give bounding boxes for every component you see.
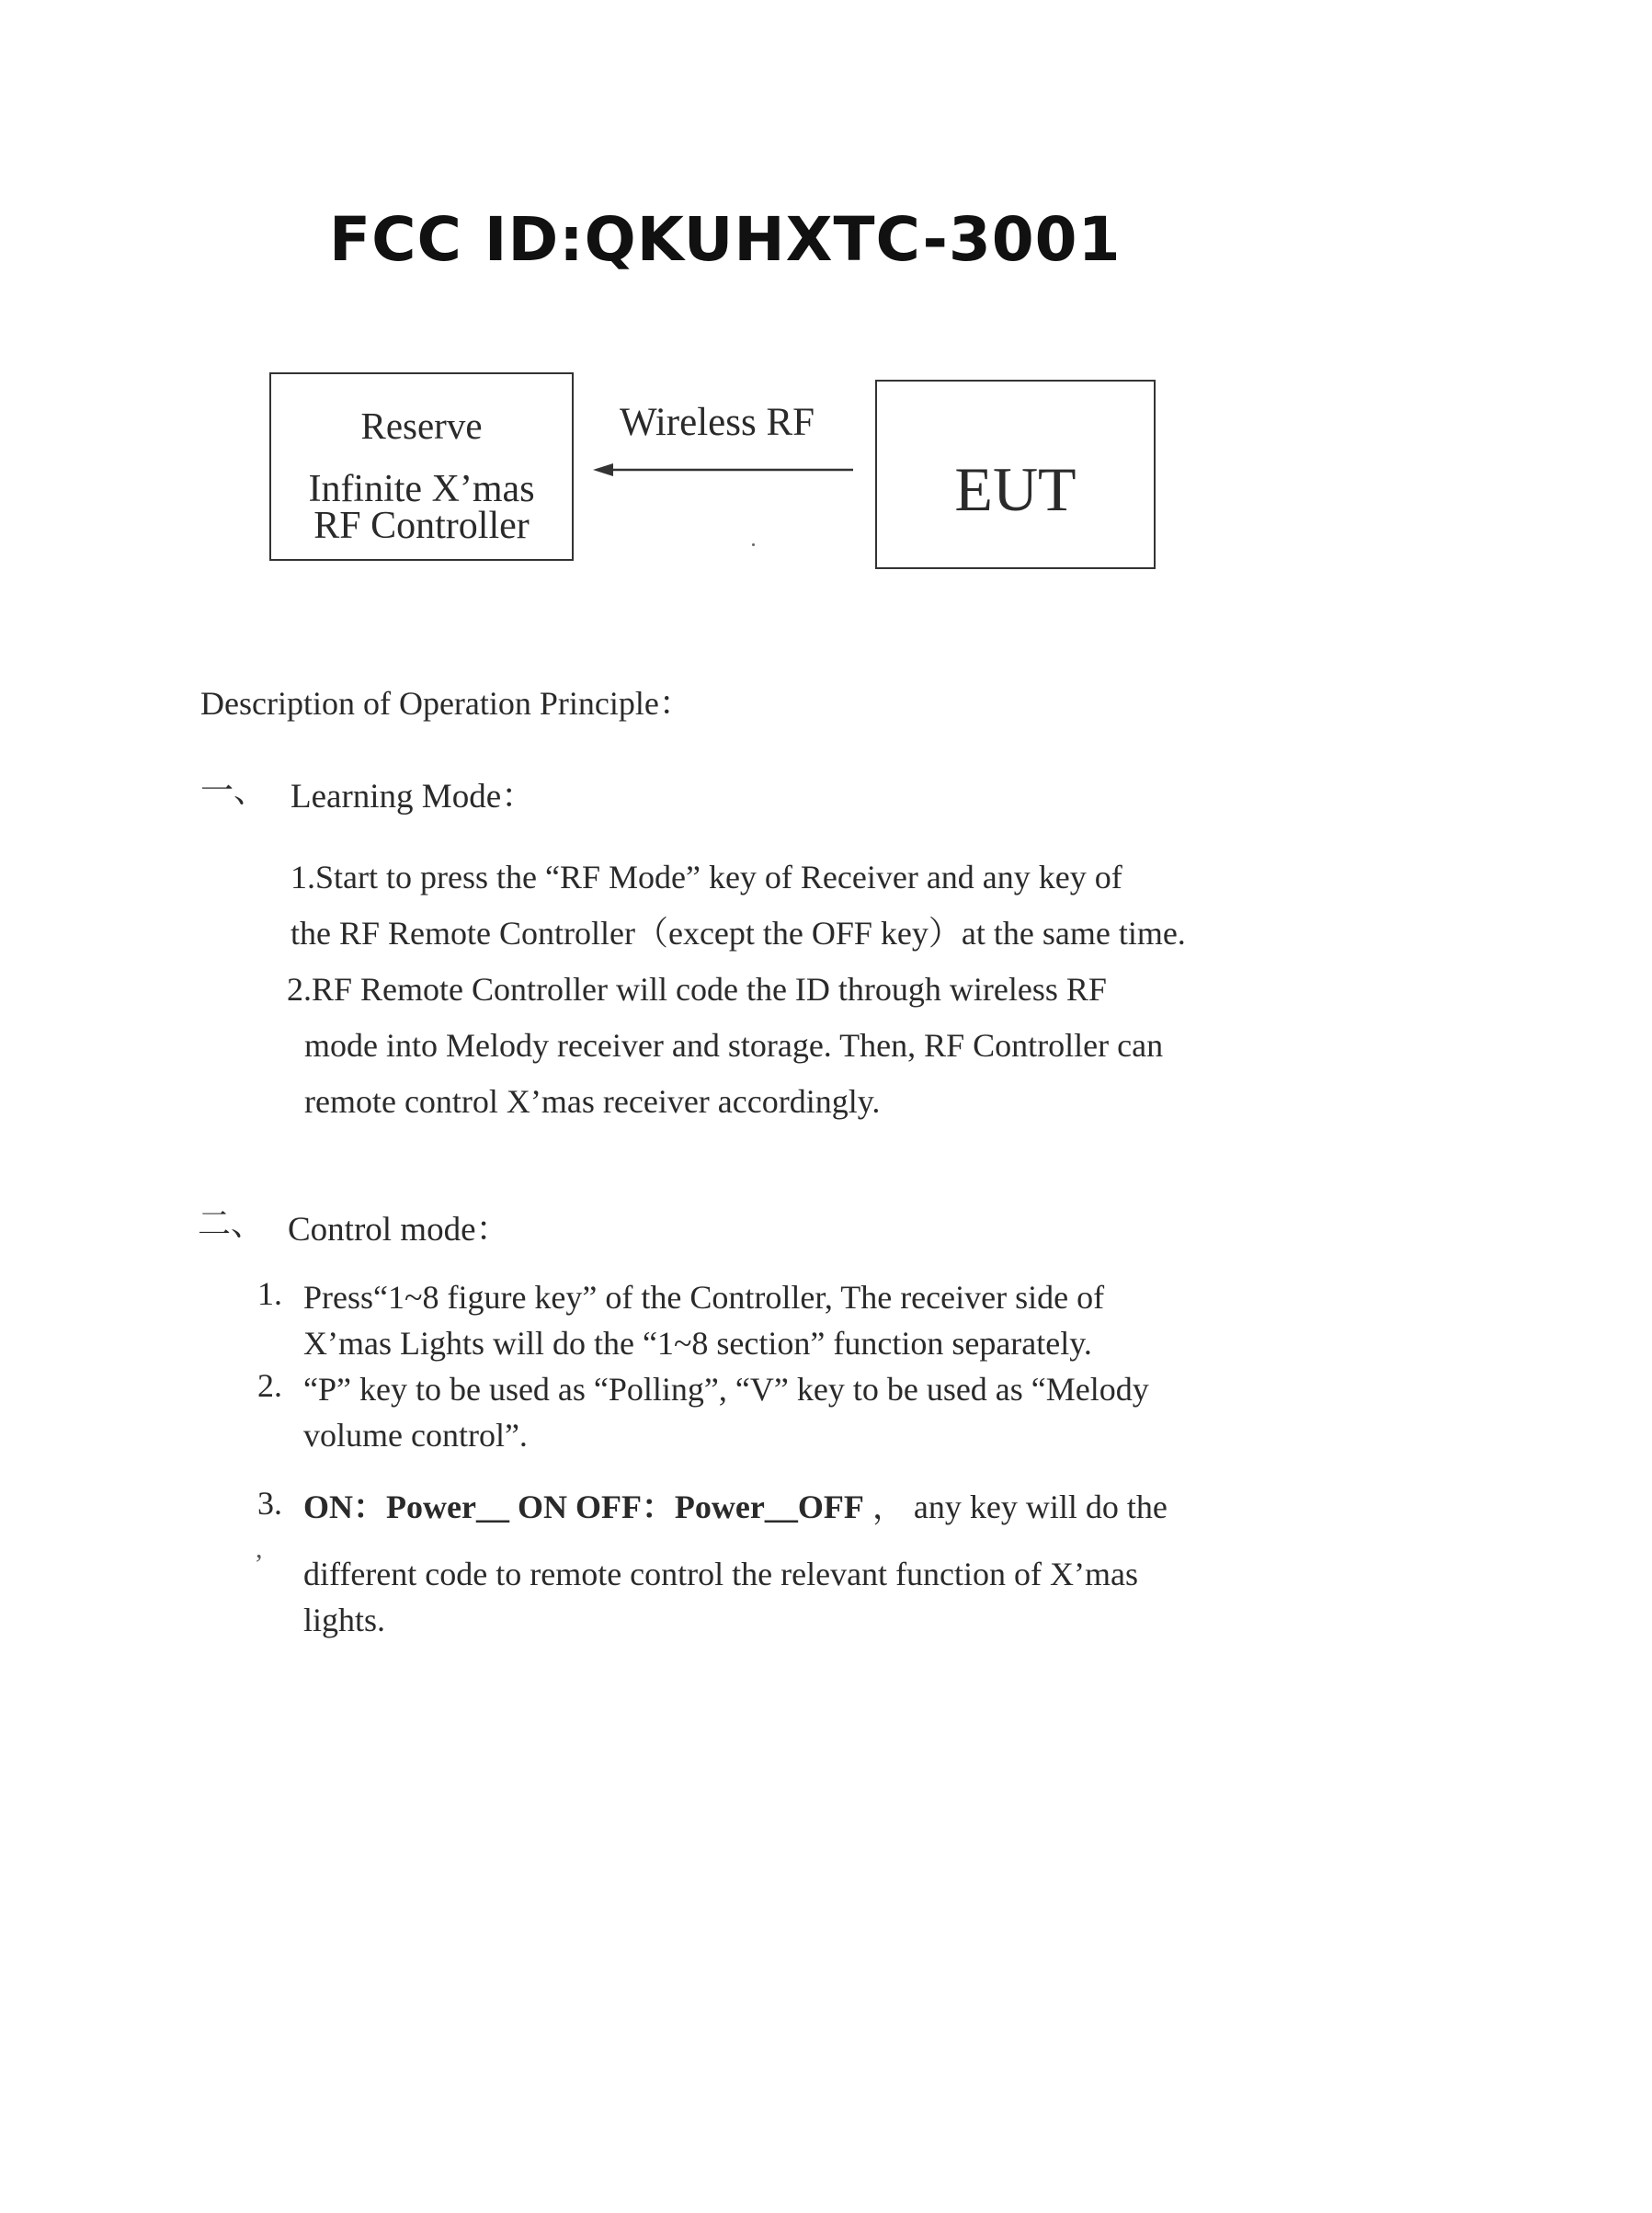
controller-box-line1: Reserve [360,405,483,447]
control-item-3-first-line [303,1484,1168,1530]
scan-mark: , [256,1534,263,1564]
control-item-1-line-2: X’mas Lights will do the “1~8 section” function separately. [303,1325,1092,1362]
controller-box [269,372,574,561]
section-1-line-4: mode into Melody receiver and storage. Then, RF Controller can [304,1027,1164,1064]
rf-arrow-head [593,463,613,476]
controller-box-line2-3 [271,468,572,547]
control-item-3-number: 3. [257,1485,282,1522]
description-heading: Description of Operation Principle： [200,685,692,722]
control-item-2-number: 2. [257,1367,282,1404]
section-2-number: 二、 [198,1205,265,1242]
wireless-rf-label: Wireless RF [620,401,815,444]
control-item-1-line-1: Press“1~8 figure key” of the Controller, The receiver side of [303,1279,1105,1316]
control-item-3-line-2: lights. [303,1602,386,1638]
section-2-title: Control mode： [288,1211,510,1249]
section-1-line-1: 1.Start to press the “RF Mode” key of Receiver and any key of [291,859,1122,895]
eut-box [875,380,1156,569]
control-item-2-line-1: “P” key to be used as “Polling”, “V” key to be used as “Melody [303,1371,1149,1408]
control-item-3-text [303,1551,1138,1643]
control-item-2-line-2: volume control”. [303,1417,528,1454]
page-title: FCC ID:QKUHXTC-3001 [329,204,1122,275]
scan-speck [752,543,755,546]
section-1-title: Learning Mode： [291,778,536,816]
control-item-1-text [303,1274,1104,1366]
section-1-line-5: remote control X’mas receiver accordingly. [304,1083,881,1120]
section-1-line-3: 2.RF Remote Controller will code the ID through wireless RF [287,971,1107,1008]
control-item-3-rest: ， any key will do the [872,1489,1168,1525]
section-1-number: 一、 [200,772,268,809]
control-item-2-text [303,1366,1149,1458]
rf-arrow [593,456,855,484]
controller-box-line3: RF Controller [313,505,530,547]
eut-label: EUT [954,454,1077,524]
section-1-line-2: the RF Remote Controller（except the OFF key）at the same time. [291,915,1186,952]
control-item-3-bold: ON：Power__ ON OFF：Power__OFF [303,1489,864,1525]
control-item-3-line-1: different code to remote control the relevant function of X’mas [303,1556,1138,1592]
controller-box-line2: Infinite X’mas [308,468,535,510]
control-item-1-number: 1. [257,1275,282,1312]
